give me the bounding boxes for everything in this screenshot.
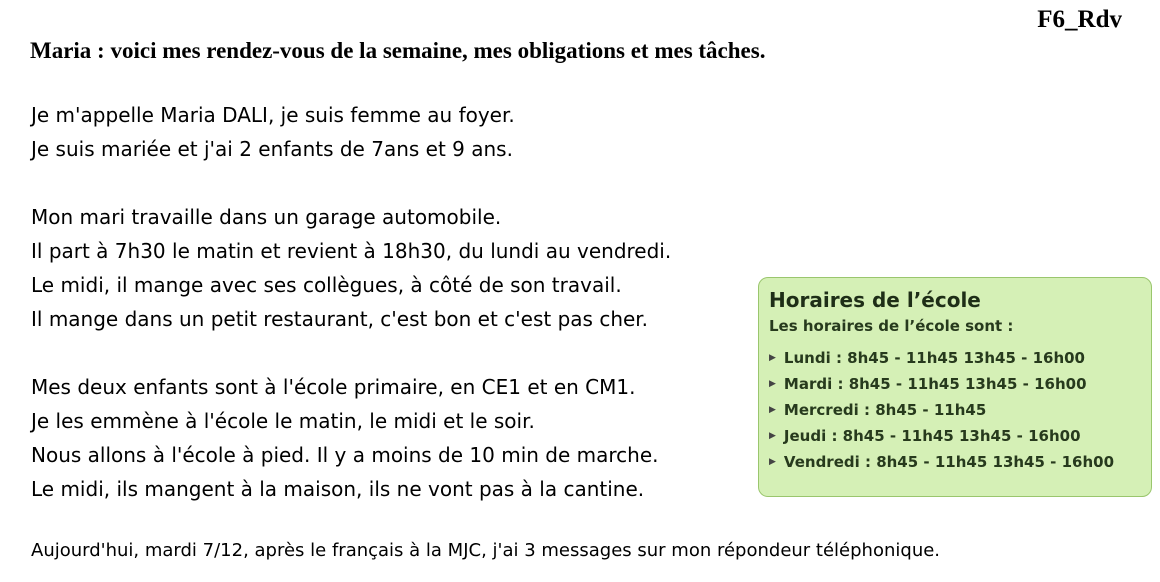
- paragraph-gap: [31, 336, 671, 370]
- triangle-right-icon: ▶: [769, 405, 776, 415]
- text-line: Il part à 7h30 le matin et revient à 18h30, du lundi au vendredi.: [31, 239, 672, 263]
- paragraph-gap: [31, 166, 671, 200]
- triangle-right-icon: ▶: [769, 379, 776, 389]
- text-line: Il mange dans un petit restaurant, c'est bon et c'est pas cher.: [31, 307, 649, 331]
- document-code: F6_Rdv: [1037, 6, 1122, 33]
- triangle-right-icon: ▶: [769, 353, 776, 363]
- text-line: Le midi, il mange avec ses collègues, à côté de son travail.: [31, 273, 622, 297]
- schedule-item: [769, 371, 1141, 397]
- schedule-intro: Les horaires de l’école sont :: [769, 317, 1014, 335]
- body-text: [31, 98, 671, 506]
- text-line: Je suis mariée et j'ai 2 enfants de 7ans et 9 ans.: [31, 137, 513, 161]
- text-line: Je les emmène à l'école le matin, le midi et le soir.: [31, 409, 535, 433]
- schedule-item-text: Vendredi : 8h45 - 11h45 13h45 - 16h00: [783, 453, 1115, 471]
- schedule-item: [769, 423, 1141, 449]
- schedule-item: [769, 397, 1141, 423]
- text-line: Mon mari travaille dans un garage automobile.: [31, 205, 502, 229]
- triangle-right-icon: ▶: [769, 431, 776, 441]
- schedule-item: [769, 345, 1141, 371]
- schedule-item: [769, 449, 1141, 475]
- schedule-title: Horaires de l’école: [769, 288, 981, 312]
- triangle-right-icon: ▶: [769, 457, 776, 467]
- schedule-item-text: Mardi : 8h45 - 11h45 13h45 - 16h00: [783, 375, 1087, 393]
- text-line: Mes deux enfants sont à l'école primaire, en CE1 et en CM1.: [31, 375, 636, 399]
- text-line: Le midi, ils mangent à la maison, ils ne vont pas à la cantine.: [31, 477, 645, 501]
- document-title: Maria : voici mes rendez-vous de la semaine, mes obligations et mes tâches.: [30, 38, 766, 63]
- schedule-item-text: Jeudi : 8h45 - 11h45 13h45 - 16h00: [783, 427, 1081, 445]
- school-schedule-box: [758, 277, 1152, 497]
- schedule-item-text: Mercredi : 8h45 - 11h45: [783, 401, 987, 419]
- text-line: Je m'appelle Maria DALI, je suis femme au foyer.: [31, 103, 515, 127]
- schedule-list: [769, 345, 1141, 475]
- footer-text: Aujourd'hui, mardi 7/12, après le français à la MJC, j'ai 3 messages sur mon répondeur téléphonique.: [31, 540, 941, 561]
- text-line: Nous allons à l'école à pied. Il y a moins de 10 min de marche.: [31, 443, 659, 467]
- schedule-item-text: Lundi : 8h45 - 11h45 13h45 - 16h00: [783, 349, 1085, 367]
